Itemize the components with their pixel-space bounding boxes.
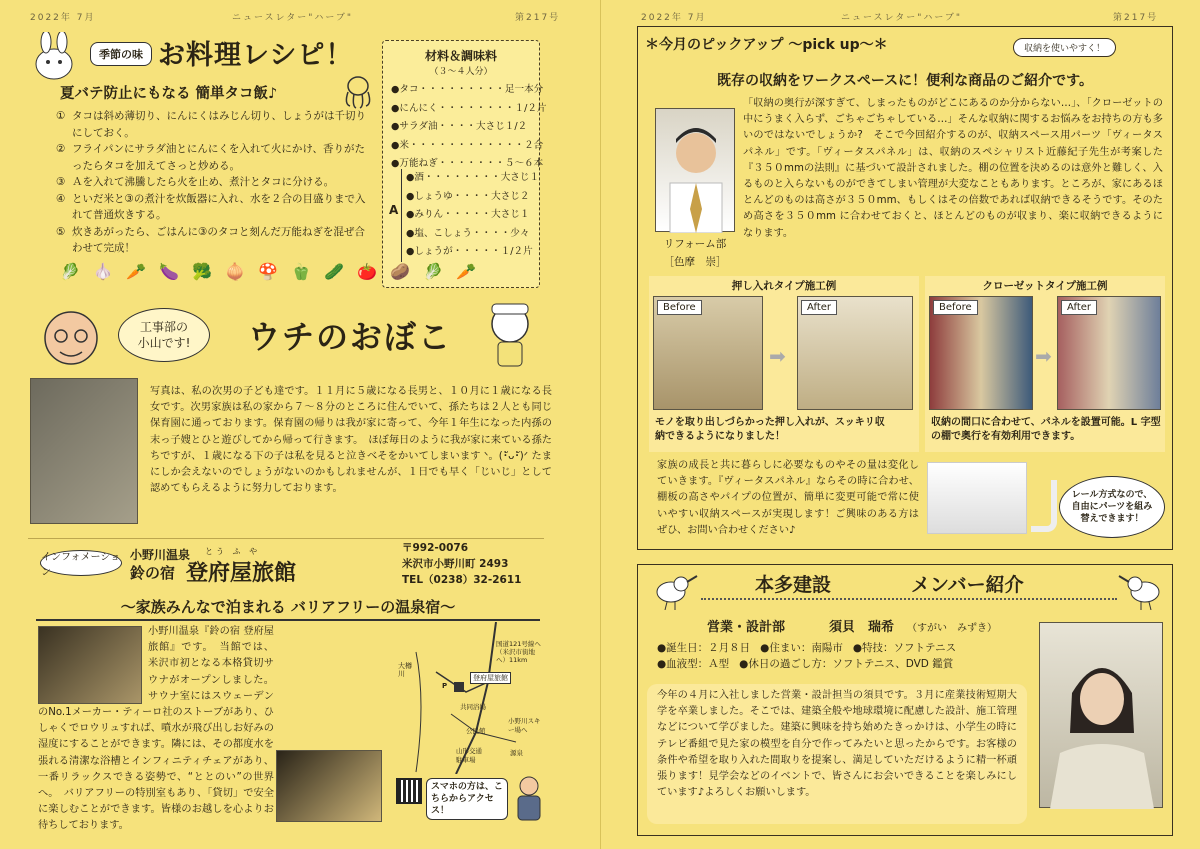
fact-skill: ●特技：ソフトテニス xyxy=(852,642,957,654)
fact-blood: ●血液型：Ａ型 xyxy=(657,658,730,670)
example2-caption: 収納の間口に合わせて、パネルを設置可能。L 字型の棚で奥行を有効利用できます。 xyxy=(931,417,1161,442)
pickup-title: ＊今月のピックアップ ～pick up～＊ xyxy=(645,37,888,53)
innkeeper-icon xyxy=(512,772,546,822)
pickup-headline: 既存の収納をワークスペースに！便利な商品のご紹介です。 xyxy=(716,73,1094,89)
rail-bubble: レール方式なので、自由にパーツを組み替えできます！ xyxy=(1059,476,1165,538)
right-page xyxy=(600,0,1200,849)
qr-code[interactable] xyxy=(396,778,422,804)
photo-spacer xyxy=(38,624,148,704)
member-reading: （すがい みずき） xyxy=(907,623,997,634)
map-hotspring-label: 源泉 xyxy=(510,749,523,757)
ingredient-item: ●タコ・・・・・・・・・足一本分 xyxy=(391,84,544,95)
recipe-steps xyxy=(56,108,366,257)
sauce-item: ●しょうゆ・・・・大さじ２ xyxy=(406,190,530,202)
recipe-title: お料理レシピ！ xyxy=(158,40,354,71)
onsen-postal: 〒992-0076 xyxy=(402,542,468,554)
ingredient-item: ●サラダ油・・・・大さじ１/２ xyxy=(391,121,528,132)
member-title-right: メンバー紹介 xyxy=(911,574,1024,596)
oshiire-before-photo xyxy=(653,296,763,410)
recipe-step: ② フライパンにサラダ油とにんにくを入れて火にかけ、香りがたったらタコを加えてさっと炒める。 xyxy=(56,143,365,172)
arrow-right-icon: ➡ xyxy=(1035,344,1052,368)
pickup-text: 「収納の奥行が深すぎて、しまったものがどこにあるのか分からない…」、「クローゼットの中にうまく入らず、ごちゃごちゃしている…」そんな収納に関するお悩みをお持ちの方も多いのではないでしょうか? そこで今回紹介するのが、収納スペース用パーツ「ヴィータスパネル」です。「ヴィータスパネル」は、収納のスペシャリスト近藤紀子先生が考案した『３５０mmの法則』に基づいて設計されました。棚の位置を決めるのは意外と難しく、入るものと入らないものができてしまい管理が大変なこともあります。ところが、家にあるほとんどのものは高さが３５０mm、もしくはその倍数であれば収納できるそうです。そのため高さを３５０mm に合わせておくと、ほとんどのものが収まり、楽に収納できるようになります。 xyxy=(743,98,1163,239)
map-river-label: 大樽川 xyxy=(398,662,412,678)
info-badge: インフォメーション xyxy=(41,552,121,578)
ingredient-item: ●万能ねぎ・・・・・・・５～６本 xyxy=(391,158,544,169)
member-name: 須貝 瑞希 xyxy=(829,620,895,635)
header-issue: 第217号 xyxy=(515,13,561,23)
recipe-tag: 季節の味 xyxy=(90,42,152,66)
member-facts xyxy=(657,640,1037,672)
onsen-name: 登府屋旅館 xyxy=(186,561,297,586)
example-oshiire xyxy=(649,276,919,452)
onsen-headline: ～家族みんなで泊まれる バリアフリーの温泉宿～ xyxy=(36,596,540,621)
onsen-area: 小野川温泉 xyxy=(130,548,191,562)
map-inn-label: 登府屋旅館 xyxy=(470,672,511,684)
map-road-label: 国道121号線へ（米沢市街地へ）11km xyxy=(496,640,541,664)
speech-bubble: 工事部の 小山です! xyxy=(118,308,210,362)
member-text: 今年の４月に入社しました営業・設計担当の須貝です。３月に産業技術短期大学を卒業しました。そこでは、建築全般や地球環境に配慮した設計、施工管理などについて学びました。建築に興味を持ち始めたきっかけは、小学生の時にテレビ番組で見た家の模型を自分で作ってみたいと思ったからです。お客様の条件や希望を取り入れた間取りを提案し、満足していただけるように精一杯頑張ります！見学会などのイベントで、皆さんにお会いできることを楽しみにしています♪よろしくお願いします。 xyxy=(647,684,1027,824)
onsen-text: 小野川温泉『鈴の宿 登府屋旅館』です。 当館では、米沢市初となる本格貸切サウナがオープンしました。サウナ室にはスウェーデンのNo.1メーカー・ティーロ社のストーブがあり、ひしゃくでロウリュすれば、噴水が飛び出しお好みの湿度にすることができます。隣には、その都度水を張れる清潔な浴槽とインフィニティチェアがあり、一番リラックスできる姿勢で、“ととのい”の世界へ。 バリアフリーの特別室もあり、「貸切」で安全に楽しむことができます。皆様のお越しを心よりお待ちしております。 xyxy=(38,626,274,832)
example-closet xyxy=(925,276,1165,452)
sauce-label: A xyxy=(389,203,399,217)
header-date: 2022年 7月 xyxy=(30,13,96,23)
example1-title: 押し入れタイプ施工例 xyxy=(731,280,837,292)
staff-name: ［色摩 崇］ xyxy=(663,256,727,268)
bird-icon-left xyxy=(645,566,701,610)
family-title: ウチのおぼこ xyxy=(248,318,453,356)
ingredient-item: ●米・・・・・・・・・・・・２合 xyxy=(391,139,544,151)
map-station-label: 山形交通駐車場 xyxy=(456,747,482,764)
header-issue: 第217号 xyxy=(1113,13,1159,23)
map-bath-label: 共同浴場 xyxy=(460,703,486,711)
sauce-item: ●塩、こしょう・・・・少々 xyxy=(406,227,530,239)
pickup-text2: 家族の成長と共に暮らしに必要なものやその量は変化していきます。『ヴィータスパネル』ならその時に合わせ、棚板の高さやパイプの位置が、簡単に変更可能で常に使いやすい収納スペースが実現します！ご興味のある方はぜひ、お問い合わせください♪ xyxy=(657,460,919,536)
member-photo xyxy=(1039,622,1163,808)
qr-caption: スマホの方は、こちらからアクセス！ xyxy=(426,778,508,820)
title-underline xyxy=(701,598,1117,600)
ingredient-item: ●にんにく・・・・・・・・１/２片 xyxy=(391,102,547,114)
arrow-right-icon: ➡ xyxy=(769,344,786,368)
sauce-item: ●酒・・・・・・・・大さじ１ xyxy=(406,172,540,183)
map-hall-label: 公民館 xyxy=(466,727,486,735)
header-title: ニュースレター"ハーブ" xyxy=(841,13,963,23)
pickup-pill: 収納を使いやすく！ xyxy=(1013,38,1116,57)
recipe-step: ① タコは斜め薄切り、にんにくはみじん切り、しょうがは千切りにしておく。 xyxy=(56,110,366,139)
grandpa-portrait-icon xyxy=(34,302,108,372)
sauce-item: ●みりん・・・・・大さじ１ xyxy=(406,209,530,220)
recipe-step: ⑤ 炊きあがったら、ごはんに③のタコと刻んだ万能ねぎを混ぜ合わせて完成！ xyxy=(56,225,365,254)
staff-photo xyxy=(655,108,735,232)
ingredients-serving: （３～４人分） xyxy=(429,67,493,77)
sauce-item: ●しょうが・・・・・１/２片 xyxy=(406,246,533,257)
ingredients-title: 材料＆調味料 xyxy=(424,49,497,63)
recipe-step: ④ といだ米と③の煮汁を炊飯器に入れ、水を２合の目盛りまで入れて普通炊きする。 xyxy=(56,192,366,221)
fact-birthday: ●誕生日：２月８日 xyxy=(657,642,751,654)
onsen-map xyxy=(396,622,546,774)
recipe-subtitle: 夏バテ防止にもなる 簡単タコ飯♪ xyxy=(60,86,278,102)
onsen-name-ruby: とう ふ や xyxy=(205,547,261,556)
member-title-left: 本多建設 xyxy=(755,574,832,596)
rabbit-chef-icon xyxy=(26,32,82,82)
before-label: Before xyxy=(933,300,978,315)
fact-residence: ●住まい：南陽市 xyxy=(760,642,843,654)
member-role: 営業・設計部 xyxy=(707,620,786,635)
after-label: After xyxy=(801,300,837,315)
oshiire-after-photo xyxy=(797,296,913,410)
after-label: After xyxy=(1061,300,1097,315)
fact-holiday: ●休日の過ごし方：ソフトテニス、DVD 鑑賞 xyxy=(739,658,954,670)
closet-after-photo xyxy=(1057,296,1161,410)
worker-character-icon xyxy=(480,298,540,370)
photo-spacer xyxy=(274,748,384,822)
onsen-tel: TEL（0238）32-2611 xyxy=(402,574,522,586)
octopus-icon xyxy=(340,74,376,110)
bird-icon-right xyxy=(1115,566,1171,610)
family-text: 写真は、私の次男の子ども達です。１１月に５歳になる長男と、１０月に１歳になる長女です。次男家族は私の家から７～８分のところに住んでいて、孫たちは２人とも同じ保育園に通っております。保育園の帰りは我が家に寄って、今年１年生になった内孫の末っ子嫂とひと遊びしてから帰って行きます。 ほぼ毎日のように我が家に来ている孫たちですが、１歳になる下の子は私を見ると泣きべそをかいてしまいます ᐠ。(･ัᴗ･ั)ᐟ たまにしか会えないのでしょうがないのかもしれませんが、１日でも早く「じいじ」として認めてもらえるように努力しております。 xyxy=(150,386,552,495)
header-date: 2022年 7月 xyxy=(641,13,707,23)
onsen-name-prefix: 鈴の宿 xyxy=(130,564,176,582)
closet-before-photo xyxy=(929,296,1033,410)
panel-part-image xyxy=(927,462,1027,534)
bracket-part-image xyxy=(1031,480,1057,532)
ingredients-box xyxy=(382,40,547,288)
onsen-address: 米沢市小野川町 2493 xyxy=(402,558,509,570)
vegetable-illustrations: 🥬 🧄 🥕 🍆 🥦 🧅 🍄 🫑 🥒 🍅 🥔 🥬 🥕 xyxy=(60,262,481,281)
header-title: ニュースレター"ハーブ" xyxy=(232,13,354,23)
onsen-text-wrap xyxy=(38,624,384,832)
example2-title: クローゼットタイプ施工例 xyxy=(982,280,1108,292)
map-parking-label: P xyxy=(442,682,448,690)
recipe-step: ③ Ａを入れて沸騰したら火を止め、煮汁とタコに分ける。 xyxy=(56,176,335,188)
example1-caption: モノを取り出しづらかった押し入れが、スッキリ収納できるようになりました！ xyxy=(655,417,885,442)
before-label: Before xyxy=(657,300,702,315)
grandchildren-photo xyxy=(30,378,138,524)
map-ski-label: 小野川スキー場へ xyxy=(508,717,541,734)
staff-dept: リフォーム部 xyxy=(663,238,727,250)
